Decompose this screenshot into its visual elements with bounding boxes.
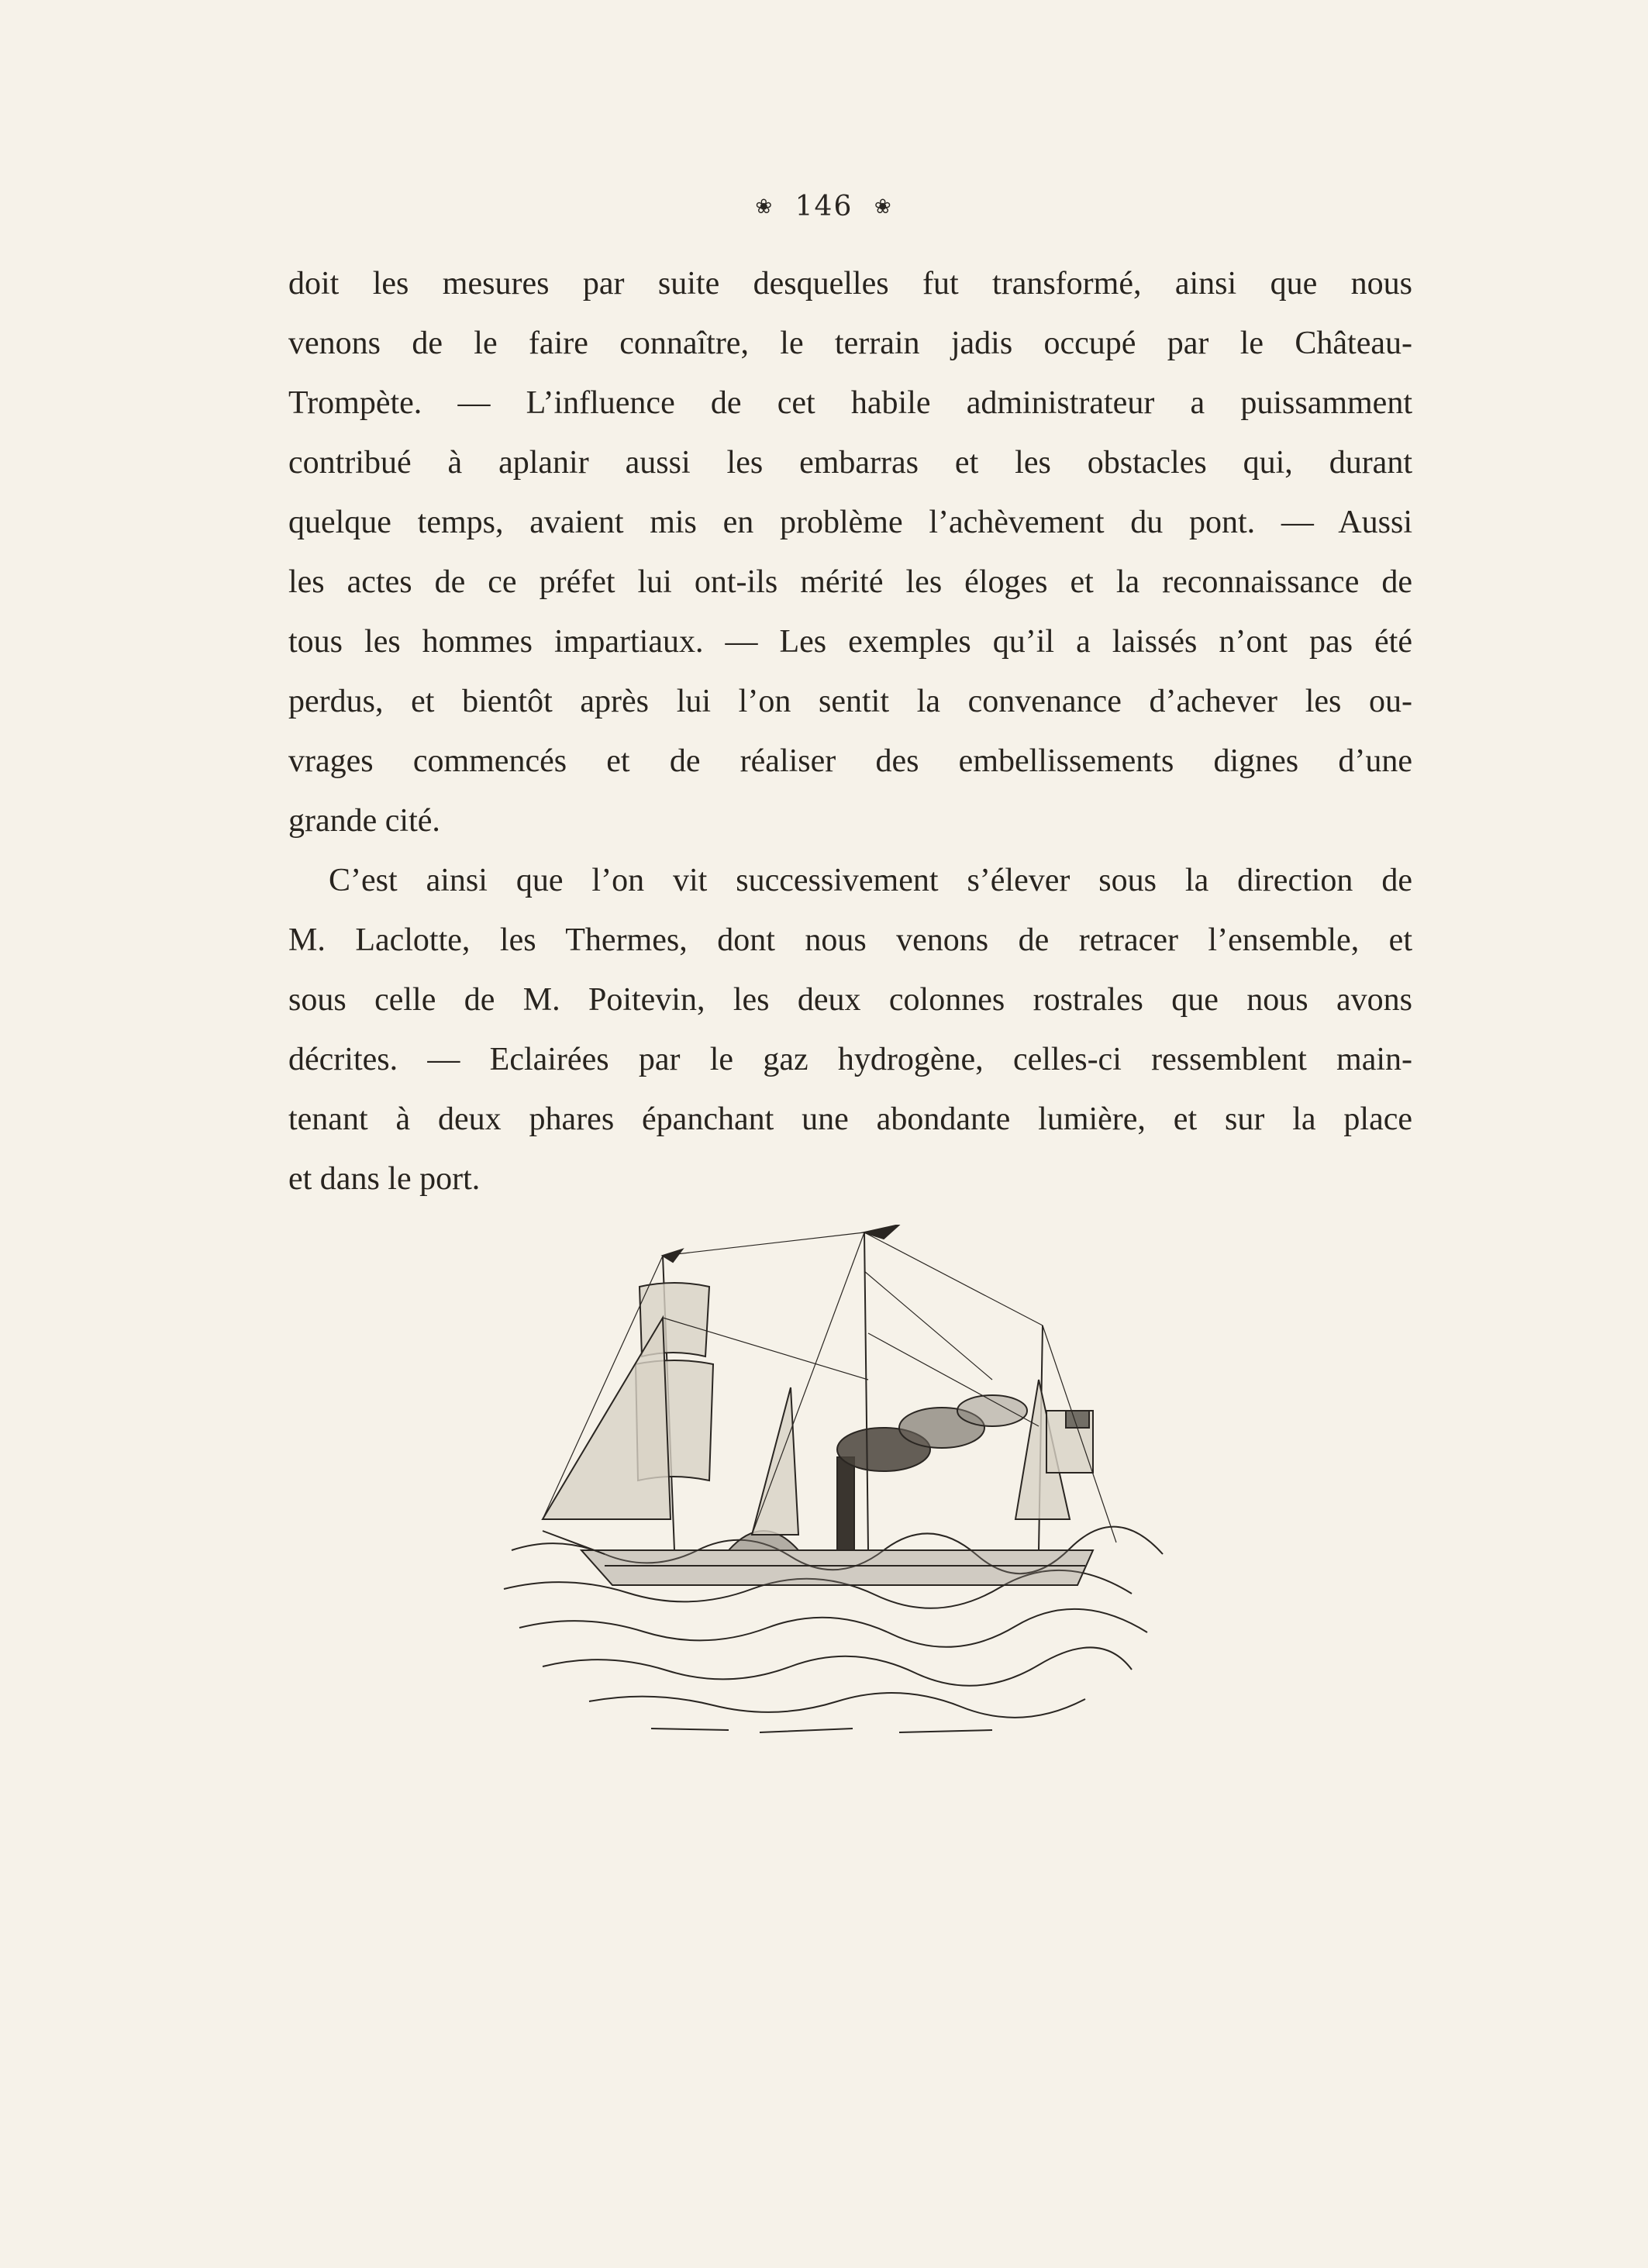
text-line: M. Laclotte, les Thermes, dont nous venons de retracer l’ensemble, et [288, 922, 1412, 958]
text-line: et dans le port. [288, 1161, 481, 1197]
pennants [663, 1225, 1089, 1428]
text-line: C’est ainsi que l’on vit successivement s’élever sous la direction de [329, 863, 1412, 898]
text-line: Trompète. — L’influence de cet habile administrateur a puissamment [288, 385, 1412, 421]
text-line: tenant à deux phares épanchant une abondante lumière, et sur la place [288, 1101, 1412, 1137]
text-line: contribué à aplanir aussi les embarras et les obstacles qui, durant [288, 445, 1412, 481]
text-line: décrites. — Eclairées par le gaz hydrogène, celles-ci ressemblent main- [288, 1042, 1412, 1077]
page-number: 146 [795, 191, 853, 222]
text-line: tous les hommes impartiaux. — Les exemples qu’il a laissés n’ont pas été [288, 624, 1412, 660]
funnel-and-smoke [837, 1395, 1027, 1550]
text-line: perdus, et bientôt après lui l’on sentit la convenance d’achever les ou- [288, 684, 1412, 719]
text-line: doit les mesures par suite desquelles fut transformé, ainsi que nous [288, 266, 1412, 302]
text-line: sous celle de M. Poitevin, les deux colonnes rostrales que nous avons [288, 982, 1412, 1018]
ornament-right-icon: ❀ [874, 195, 893, 219]
ship-hull [543, 1531, 1093, 1585]
paragraph-1 [288, 254, 1412, 851]
body-text [288, 254, 1412, 1209]
steamship-illustration [496, 1225, 1178, 1760]
text-line: les actes de ce préfet lui ont-ils mérité les éloges et la reconnaissance de [288, 564, 1412, 600]
text-line: quelque temps, avaient mis en problème l’achèvement du pont. — Aussi [288, 505, 1412, 540]
text-line: venons de le faire connaître, le terrain jadis occupé par le Château- [288, 326, 1412, 361]
paragraph-2 [288, 851, 1412, 1209]
page-header [0, 191, 1648, 222]
ornament-left-icon: ❀ [755, 195, 774, 219]
text-line: grande cité. [288, 803, 440, 839]
text-line: vrages commencés et de réaliser des embellissements dignes d’une [288, 743, 1412, 779]
